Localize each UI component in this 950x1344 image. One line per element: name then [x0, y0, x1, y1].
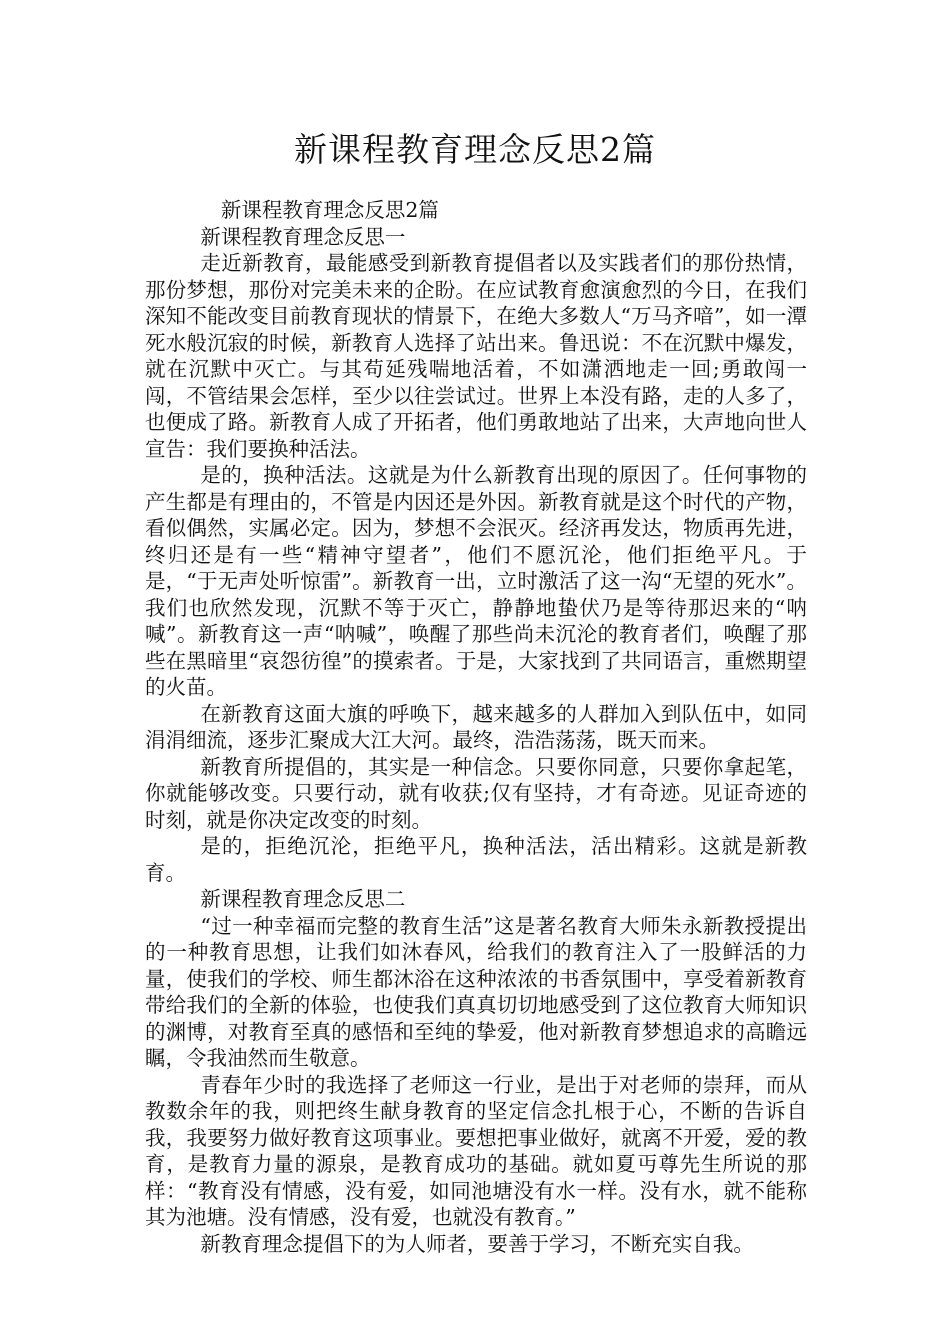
paragraph: 新教育理念提倡下的为人师者，要善于学习，不断充实自我。	[200, 1231, 754, 1256]
paragraph: “过一种幸福而完整的教育生活”这是著名教育大师朱永新教授提出的一种教育思想，让我们如沐春风，给我们的教育注入了一股鲜活的力量，使我们的学校、师生都沐浴在这种浓浓的书香氛围中，享受着新教育带给我们的全新的体验，也使我们真真切切地感受到了这位教育大师知识的渊博，对教育至真的感悟和至纯的挚爱，他对新教育梦想追求的高瞻远瞩，令我油然而生敬意。	[145, 913, 807, 1070]
document-subtitle: 新课程教育理念反思2篇	[220, 198, 439, 222]
section-heading-2: 新课程教育理念反思二	[200, 887, 406, 911]
paragraph: 青春年少时的我选择了老师这一行业，是出于对老师的崇拜，而从教数余年的我，则把终生献身教育的坚定信念扎根于心，不断的告诉自我，我要努力做好教育这项事业。要想把事业做好，就离不开爱，爱的教育，是教育力量的源泉，是教育成功的基础。就如夏丏尊先生所说的那样：“教育没有情感，没有爱，如同池塘没有水一样。没有水，就不能称其为池塘。没有情感，没有爱，也就没有教育。”	[145, 1072, 807, 1229]
paragraph: 走近新教育，最能感受到新教育提倡者以及实践者们的那份热情，那份梦想，那份对完美未来的企盼。在应试教育愈演愈烈的今日，在我们深知不能改变目前教育现状的情景下，在绝大多数人“万马齐喑”，如一潭死水般沉寂的时候，新教育人选择了站出来。鲁迅说：不在沉默中爆发，就在沉默中灭亡。与其苟延残喘地活着，不如潇洒地走一回;勇敢闯一闯，不管结果会怎样，至少以往尝试过。世界上本没有路，走的人多了，也便成了路。新教育人成了开拓者，他们勇敢地站了出来，大声地向世人宣告：我们要换种活法。	[145, 251, 807, 461]
document-title: 新课程教育理念反思2篇	[294, 130, 656, 169]
section-heading-1: 新课程教育理念反思一	[200, 224, 406, 249]
document-body	[145, 197, 807, 1257]
paragraph: 新教育所提倡的，其实是一种信念。只要你同意，只要你拿起笔，你就能够改变。只要行动，就有收获;仅有坚持，才有奇迹。见证奇迹的时刻，就是你决定改变的时刻。	[145, 754, 807, 832]
paragraph: 在新教育这面大旗的呼唤下，越来越多的人群加入到队伍中，如同涓涓细流，逐步汇聚成大江大河。最终，浩浩荡荡，既天而来。	[145, 701, 807, 752]
paragraph: 是的，换种活法。这就是为什么新教育出现的原因了。任何事物的产生都是有理由的，不管是内因还是外因。新教育就是这个时代的产物，看似偶然，实属必定。因为，梦想不会泯灭。经济再发达，物质再先进，终归还是有一些“精神守望者”，他们不愿沉沦，他们拒绝平凡。于是，“于无声处听惊雷”。新教育一出，立时激活了这一沟“无望的死水”。我们也欣然发现，沉默不等于灭亡，静静地蛰伏乃是等待那迟来的“呐喊”。新教育这一声“呐喊”，唤醒了那些尚未沉沦的教育者们，唤醒了那些在黑暗里“哀怨彷徨”的摸索者。于是，大家找到了共同语言，重燃期望的火苗。	[145, 463, 807, 699]
paragraph: 是的，拒绝沉沦，拒绝平凡，换种活法，活出精彩。这就是新教育。	[145, 834, 807, 885]
